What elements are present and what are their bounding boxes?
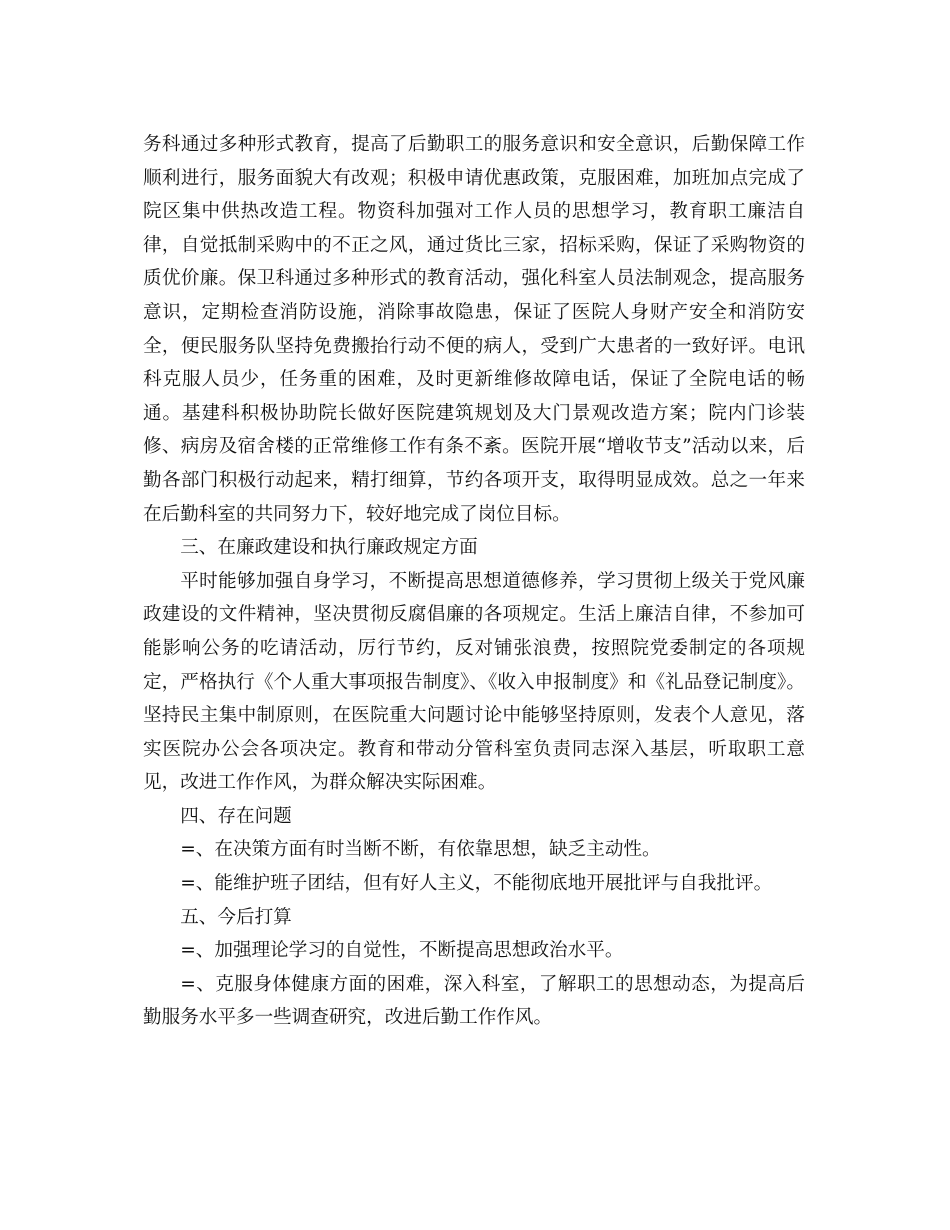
- paragraph-integrity: 平时能够加强自身学习，不断提高思想道德修养，学习贯彻上级关于党风廉政建设的文件精神，坚决贯彻反腐倡廉的各项规定。生活上廉洁自律，不参加可能影响公务的吃请活动，厉行节约，反对铺张浪费，按照院党委制定的各项规定，严格执行《个人重大事项报告制度》、《收入申报制度》和《礼品登记制度》。坚持民主集中制原则，在医院重大问题讨论中能够坚持原则，发表个人意见，落实医院办公会各项决定。教育和带动分管科室负责同志深入基层，听取职工意见，改进工作作风，为群众解决实际困难。: [143, 570, 805, 794]
- section-heading-problems: 四、存在问题: [180, 805, 292, 827]
- section-heading-integrity: 三、在廉政建设和执行廉政规定方面: [180, 537, 478, 559]
- plan-item-1: =、加强理论学习的自觉性，不断提高思想政治水平。: [180, 940, 624, 962]
- problem-item-1: =、在决策方面有时当断不断，有依靠思想，缺乏主动性。: [180, 839, 661, 861]
- plan-item-2: =、克服身体健康方面的困难，深入科室，了解职工的思想动态，为提高后勤服务水平多一些调查研究，改进后勤工作作风。: [143, 973, 805, 1029]
- document-body: [143, 128, 805, 1035]
- problem-item-2: =、能维护班子团结，但有好人主义，不能彻底地开展批评与自我批评。: [180, 873, 773, 895]
- paragraph-logistics-summary: 务科通过多种形式教育，提高了后勤职工的服务意识和安全意识，后勤保障工作顺利进行，服务面貌大有改观；积极申请优惠政策，克服困难，加班加点完成了院区集中供热改造工程。物资科加强对工作人员的思想学习，教育职工廉洁自律，自觉抵制采购中的不正之风，通过货比三家，招标采购，保证了采购物资的质优价廉。保卫科通过多种形式的教育活动，强化科室人员法制观念，提高服务意识，定期检查消防设施，消除事故隐患，保证了医院人身财产安全和消防安全，便民服务队坚持免费搬抬行动不便的病人，受到广大患者的一致好评。电讯科克服人员少，任务重的困难，及时更新维修故障电话，保证了全院电话的畅通。基建科积极协助院长做好医院建筑规划及大门景观改造方案；院内门诊装修、病房及宿舍楼的正常维修工作有条不紊。医院开展“增收节支”活动以来，后勤各部门积极行动起来，精打细算，节约各项开支，取得明显成效。总之一年来在后勤科室的共同努力下，较好地完成了岗位目标。: [143, 134, 805, 525]
- section-heading-plans: 五、今后打算: [180, 906, 292, 928]
